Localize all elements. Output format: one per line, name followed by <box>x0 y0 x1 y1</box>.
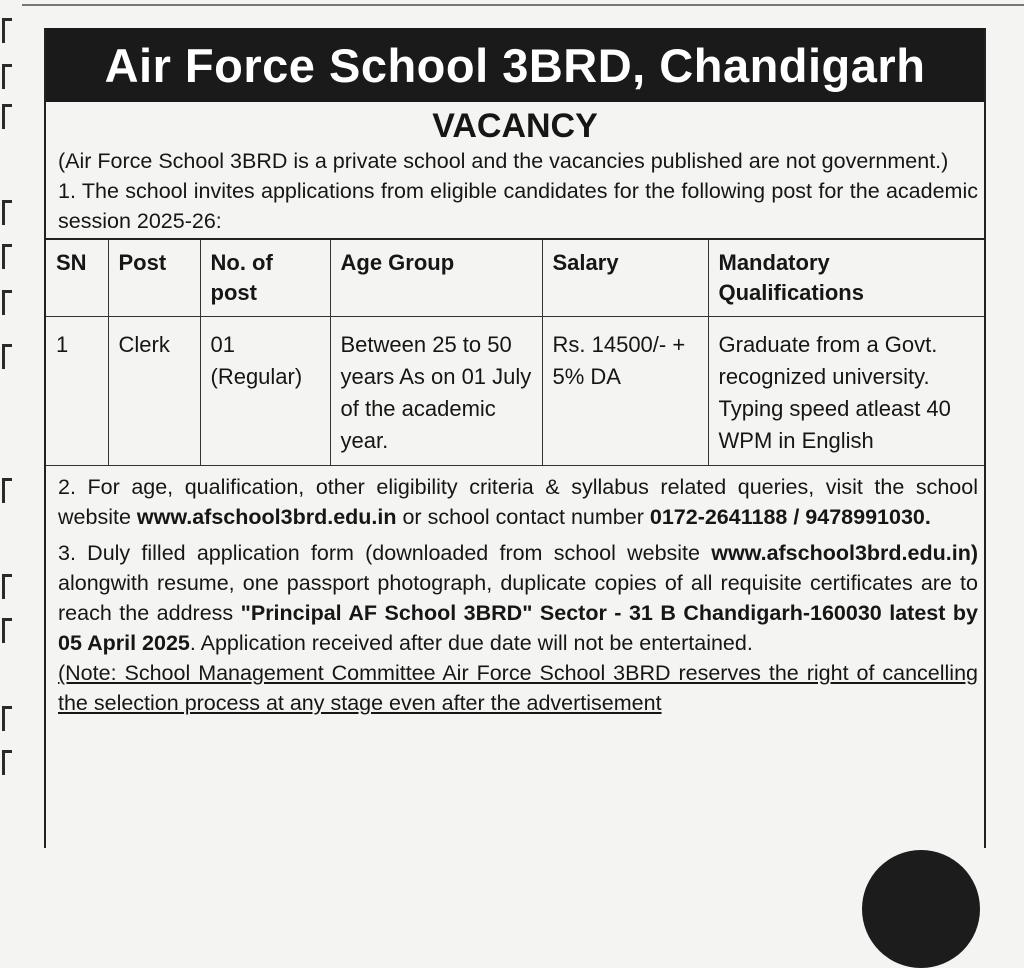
point-2-text-cont: or school contact number <box>396 505 650 529</box>
page-top-rule <box>22 4 1024 6</box>
vacancy-heading: VACANCY <box>432 107 598 145</box>
header-post: Post <box>108 239 200 317</box>
adjacent-column-edge <box>0 0 16 879</box>
disclaimer-text: (Air Force School 3BRD is a private school and the vacancies published are not government.) <box>58 149 949 173</box>
vacancy-table <box>46 238 984 466</box>
cell-no-of-post: 01 (Regular) <box>200 317 330 466</box>
cell-salary: Rs. 14500/- + 5% DA <box>542 317 708 466</box>
table-row <box>46 317 984 466</box>
application-website-link[interactable]: www.afschool3brd.edu.in) <box>711 541 978 565</box>
overlay-circle-button[interactable] <box>862 850 980 968</box>
header-salary: Salary <box>542 239 708 317</box>
note-text: (Note: School Management Committee Air Force School 3BRD reserves the right of cancelling the selection process at any stage even after the advertisement <box>58 661 978 715</box>
header-sn: SN <box>46 239 108 317</box>
header-age-group: Age Group <box>330 239 542 317</box>
point-3-text-end: . Application received after due date will not be entertained. <box>189 631 753 655</box>
cell-sn: 1 <box>46 317 108 466</box>
postal-address: "Principal AF School 3BRD" Sector - 31 B Chandigarh-160030 latest by 05 April 2025 <box>58 601 978 655</box>
table-header-row <box>46 239 984 317</box>
cell-age-group: Between 25 to 50 years As on 01 July of the academic year. <box>330 317 542 466</box>
cell-qualifications: Graduate from a Govt. recognized university. Typing speed atleast 40 WPM in English <box>708 317 984 466</box>
point-2-text: 2. For age, qualification, other eligibility criteria & syllabus related queries, visit the school website <box>58 475 978 529</box>
school-website-link[interactable]: www.afschool3brd.edu.in <box>136 505 397 529</box>
header-qualifications: Mandatory Qualifications <box>708 239 984 317</box>
school-name-banner <box>46 28 984 102</box>
point-2-paragraph <box>46 472 984 532</box>
cell-post: Clerk <box>108 317 200 466</box>
header-no-of-post: No. of post <box>200 239 330 317</box>
intro-text: 1. The school invites applications from eligible candidates for the following post for the academic session 2025-26: <box>58 179 978 233</box>
vacancy-advertisement <box>44 28 986 848</box>
point-3-text: 3. Duly filled application form (downloaded from school website <box>58 541 712 565</box>
point-3-paragraph <box>46 538 984 658</box>
point-3-text-cont: alongwith resume, one passport photograph, duplicate copies of all requisite certificates are to reach the address <box>58 571 978 625</box>
school-name: Air Force School 3BRD, Chandigarh <box>104 38 926 92</box>
contact-number: 0172-2641188 / 9478991030. <box>649 505 931 529</box>
